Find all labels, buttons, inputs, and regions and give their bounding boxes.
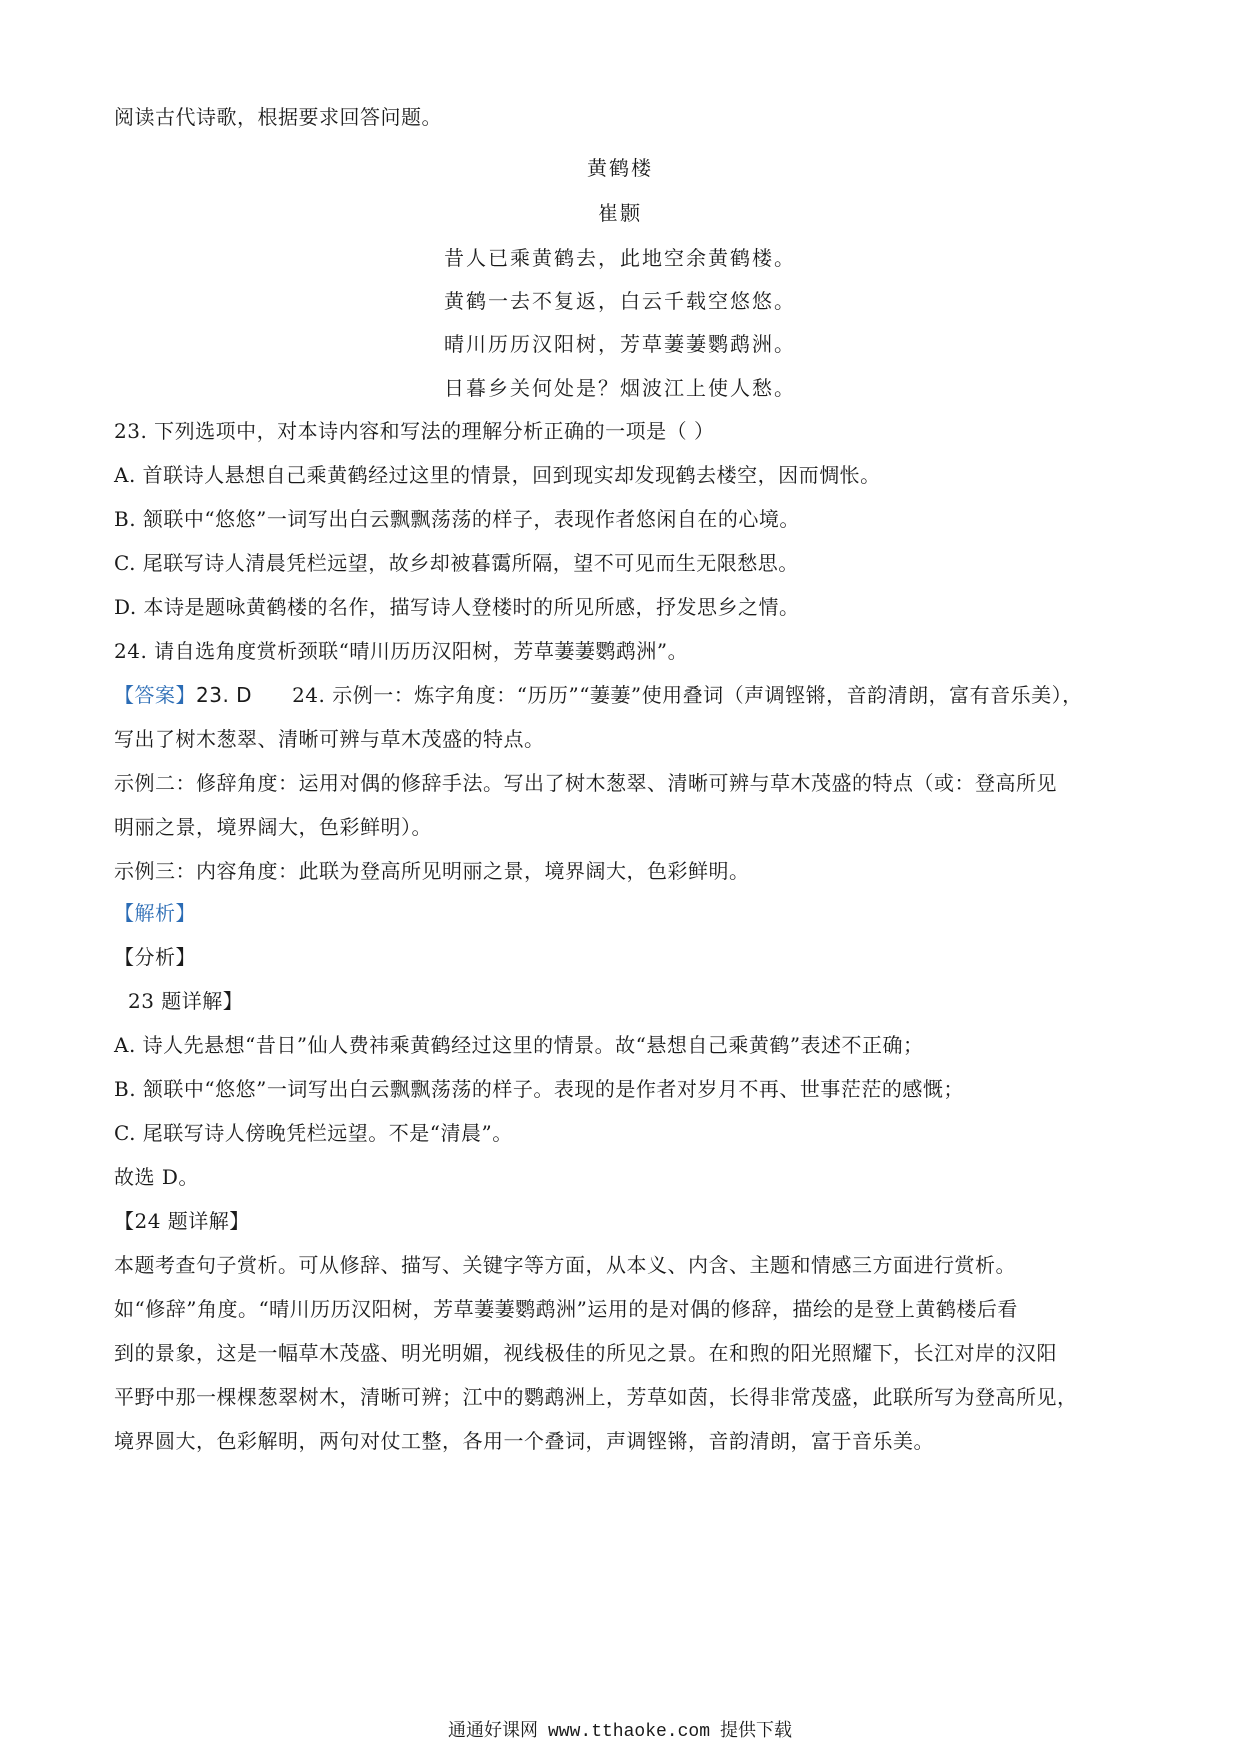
detail-24-line: 本题考查句子赏析。可从修辞、描写、关键字等方面，从本义、内含、主题和情感三方面进行赏析。 <box>114 1253 1016 1277</box>
detail-23-line: B. 颔联中“悠悠”一词写出白云飘飘荡荡的样子。表现的是作者对岁月不再、世事茫茫的感慨； <box>114 1077 964 1101</box>
detail-23-title: 23 题详解】 <box>128 989 244 1013</box>
poem-title: 黄鹤楼 <box>587 156 653 180</box>
detail-24-line: 平野中那一棵棵葱翠树木，清晰可辨；江中的鹦鹉洲上，芳草如茵，长得非常茂盛，此联所写为登高所见， <box>114 1385 1078 1409</box>
answer-example-2: 示例二：修辞角度：运用对偶的修辞手法。写出了树木葱翠、清晰可辨与草木茂盛的特点（或：登高所见 <box>114 771 1057 795</box>
page-footer <box>0 1718 1240 1745</box>
question-23-option-b: B. 颔联中“悠悠”一词写出白云飘飘荡荡的样子，表现作者悠闲自在的心境。 <box>114 507 800 531</box>
answer-24: 24. 示例一：炼字角度：“历历”“萋萋”使用叠词（声调铿锵，音韵清朗，富有音乐美）， <box>292 683 1083 707</box>
detail-23-line: C. 尾联写诗人傍晚凭栏远望。不是“清晨”。 <box>114 1121 513 1145</box>
question-23-option-a: A. 首联诗人悬想自己乘黄鹤经过这里的情景，回到现实却发现鹤去楼空，因而惆怅。 <box>114 463 881 487</box>
answer-example-2-cont: 明丽之景，境界阔大，色彩鲜明）。 <box>114 815 432 839</box>
poem-line: 晴川历历汉阳树，芳草萋萋鹦鹉洲。 <box>444 332 796 356</box>
question-23-option-d: D. 本诗是题咏黄鹤楼的名作，描写诗人登楼时的所见所感，抒发思乡之情。 <box>114 595 800 619</box>
footer-site-name: 通通好课网 <box>447 1720 538 1741</box>
poem-line: 日暮乡关何处是？烟波江上使人愁。 <box>444 376 796 400</box>
detail-24-line: 到的景象，这是一幅草木茂盛、明光明媚，视线极佳的所见之景。在和煦的阳光照耀下，长江对岸的汉阳 <box>114 1341 1057 1365</box>
detail-24-title: 【24 题详解】 <box>114 1209 250 1233</box>
poem-author: 崔颢 <box>598 201 642 225</box>
answer-line-cont: 写出了树木葱翠、清晰可辨与草木茂盛的特点。 <box>114 727 545 751</box>
analysis-label: 【解析】 <box>114 901 196 925</box>
detail-23-line: 故选 D。 <box>114 1165 199 1189</box>
poem-line: 昔人已乘黄鹤去，此地空余黄鹤楼。 <box>444 246 796 270</box>
answer-23: 23. D <box>196 683 253 707</box>
footer-url-link[interactable]: www.tthaoke.com <box>547 1722 711 1742</box>
poem-line: 黄鹤一去不复返，白云千载空悠悠。 <box>444 289 796 313</box>
footer-suffix: 提供下载 <box>720 1720 793 1741</box>
intro-text: 阅读古代诗歌，根据要求回答问题。 <box>114 105 442 129</box>
answer-label: 【答案】 <box>114 683 196 707</box>
answer-line <box>114 680 1083 710</box>
detail-23-line: A. 诗人先悬想“昔日”仙人费祎乘黄鹤经过这里的情景。故“悬想自己乘黄鹤”表述不正确； <box>114 1033 924 1057</box>
answer-example-3: 示例三：内容角度：此联为登高所见明丽之景，境界阔大，色彩鲜明。 <box>114 859 750 883</box>
detail-24-line: 境界圆大，色彩解明，两句对仗工整，各用一个叠词，声调铿锵，音韵清朗，富于音乐美。 <box>114 1429 934 1453</box>
analysis-fenxi: 【分析】 <box>114 945 196 969</box>
question-23-option-c: C. 尾联写诗人清晨凭栏远望，故乡却被暮霭所隔，望不可见而生无限愁思。 <box>114 551 799 575</box>
question-24-stem: 24. 请自选角度赏析颈联“晴川历历汉阳树，芳草萋萋鹦鹉洲”。 <box>114 639 689 663</box>
question-23-stem: 23. 下列选项中，对本诗内容和写法的理解分析正确的一项是（ ） <box>114 419 715 443</box>
detail-24-line: 如“修辞”角度。“晴川历历汉阳树，芳草萋萋鹦鹉洲”运用的是对偶的修辞，描绘的是登上黄鹤楼后看 <box>114 1297 1018 1321</box>
